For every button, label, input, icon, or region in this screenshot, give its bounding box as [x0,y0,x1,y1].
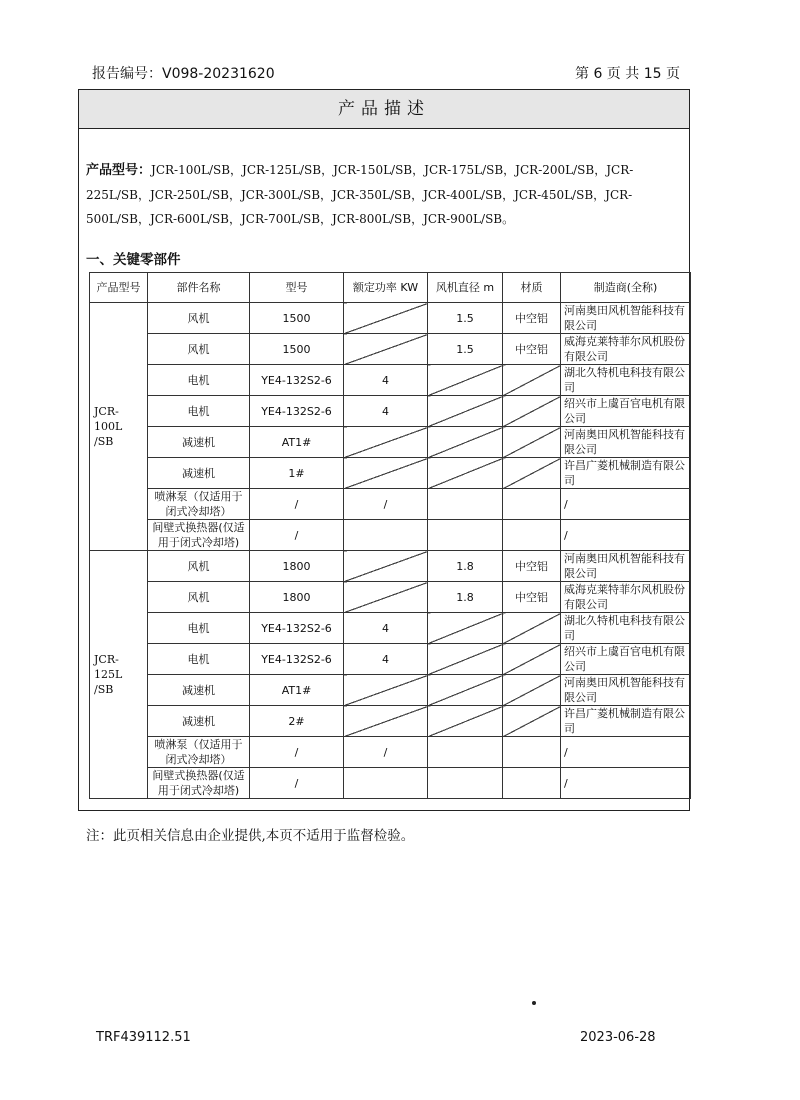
table-cell [344,520,428,551]
column-header: 材质 [503,273,561,303]
not-applicable-cell [503,644,561,675]
table-cell: 1500 [250,334,344,365]
table-cell: / [561,489,691,520]
not-applicable-cell [428,706,503,737]
table-row [90,675,691,706]
table-cell: 喷淋泵（仅适用于闭式冷却塔） [148,489,250,520]
not-applicable-cell [503,613,561,644]
table-cell: 风机 [148,334,250,365]
table-row [90,768,691,799]
table-cell [503,489,561,520]
table-row [90,489,691,520]
table-row [90,706,691,737]
table-row [90,613,691,644]
table-row [90,365,691,396]
table-cell: 许昌广菱机械制造有限公司 [561,458,691,489]
not-applicable-cell [344,551,428,582]
footer-date: 2023-06-28 [580,1030,656,1045]
table-cell: YE4-132S2-6 [250,644,344,675]
table-cell: 中空铝 [503,303,561,334]
table-cell: / [250,737,344,768]
column-header: 额定功率 KW [344,273,428,303]
scan-mark [532,1001,536,1005]
table-cell: / [561,520,691,551]
table-cell: 1# [250,458,344,489]
not-applicable-cell [503,458,561,489]
table-cell: 减速机 [148,706,250,737]
table-row [90,520,691,551]
not-applicable-cell [344,458,428,489]
table-cell: 湖北久特机电科技有限公司 [561,613,691,644]
table-cell: 威海克莱特菲尔风机股份有限公司 [561,334,691,365]
table-cell: 中空铝 [503,334,561,365]
table-row [90,396,691,427]
table-cell: 河南奥田风机智能科技有限公司 [561,675,691,706]
table-cell: 湖北久特机电科技有限公司 [561,365,691,396]
table-cell: YE4-132S2-6 [250,613,344,644]
table-cell: 减速机 [148,458,250,489]
table-cell: 电机 [148,644,250,675]
product-models [86,158,686,231]
column-header: 产品型号 [90,273,148,303]
table-row [90,737,691,768]
product-models-list: JCR-100L/SB，JCR-125L/SB，JCR-150L/SB，JCR-175L/SB，JCR-200L/SB，JCR-225L/SB，JCR-250L/SB，JCR-300L/SB，JCR-350L/SB，JCR-400L/SB，JCR-450L/SB，JCR-500L/SB，JCR-600L/SB，JCR-700L/SB，JCR-800L/SB，JCR-900L/SB。 [86,163,634,226]
table-cell: 中空铝 [503,551,561,582]
not-applicable-cell [503,396,561,427]
table-cell: 1500 [250,303,344,334]
table-cell: / [561,768,691,799]
table-cell: / [250,489,344,520]
not-applicable-cell [344,706,428,737]
table-cell: 4 [344,365,428,396]
table-cell: 4 [344,613,428,644]
table-cell: 4 [344,396,428,427]
table-cell [428,520,503,551]
table-cell: / [250,768,344,799]
not-applicable-cell [503,706,561,737]
table-cell: 4 [344,644,428,675]
form-number: TRF439112.51 [96,1030,191,1045]
not-applicable-cell [503,675,561,706]
not-applicable-cell [344,427,428,458]
table-header-row [90,273,691,303]
not-applicable-cell [503,365,561,396]
table-cell: 威海克莱特菲尔风机股份有限公司 [561,582,691,613]
page-title: 产品描述 [78,89,690,129]
table-cell: 河南奥田风机智能科技有限公司 [561,427,691,458]
table-cell: 许昌广菱机械制造有限公司 [561,706,691,737]
footnote: 注：此页相关信息由企业提供,本页不适用于监督检验。 [86,828,415,844]
table-cell: / [561,737,691,768]
table-cell: 绍兴市上虞百官电机有限公司 [561,396,691,427]
table-cell: 喷淋泵（仅适用于闭式冷却塔） [148,737,250,768]
table-cell: 减速机 [148,427,250,458]
product-model-cell: JCR-125L /SB [90,551,148,799]
not-applicable-cell [428,427,503,458]
table-cell [428,489,503,520]
table-cell: YE4-132S2-6 [250,396,344,427]
table-row [90,644,691,675]
table-cell: 风机 [148,551,250,582]
table-cell: 1.8 [428,551,503,582]
table-cell: / [344,489,428,520]
column-header: 风机直径 m [428,273,503,303]
table-row [90,334,691,365]
table-cell: YE4-132S2-6 [250,365,344,396]
table-row [90,551,691,582]
table-cell [428,737,503,768]
not-applicable-cell [503,427,561,458]
table-row [90,458,691,489]
table-cell: 电机 [148,396,250,427]
table-cell: 1.8 [428,582,503,613]
column-header: 部件名称 [148,273,250,303]
table-row [90,582,691,613]
table-cell: 1800 [250,582,344,613]
table-cell: 河南奥田风机智能科技有限公司 [561,303,691,334]
table-cell: 风机 [148,582,250,613]
page-info: 第 6 页 共 15 页 [575,66,680,82]
column-header: 制造商(全称) [561,273,691,303]
not-applicable-cell [428,396,503,427]
column-header: 型号 [250,273,344,303]
table-cell: / [344,737,428,768]
table-row [90,427,691,458]
table-cell: 河南奥田风机智能科技有限公司 [561,551,691,582]
not-applicable-cell [344,334,428,365]
key-parts-table [89,272,691,799]
not-applicable-cell [428,613,503,644]
table-cell: / [250,520,344,551]
table-cell: 2# [250,706,344,737]
table-cell: 风机 [148,303,250,334]
product-model-cell: JCR-100L /SB [90,303,148,551]
table-cell: AT1# [250,427,344,458]
table-cell: 间壁式换热器(仅适用于闭式冷却塔) [148,520,250,551]
table-cell: 1800 [250,551,344,582]
table-cell: 中空铝 [503,582,561,613]
table-cell [503,520,561,551]
table-cell: 1.5 [428,303,503,334]
table-cell: 电机 [148,613,250,644]
product-models-label: 产品型号： [86,163,152,178]
table-cell: AT1# [250,675,344,706]
table-cell: 1.5 [428,334,503,365]
table-cell: 绍兴市上虞百官电机有限公司 [561,644,691,675]
table-cell: 电机 [148,365,250,396]
table-cell [503,768,561,799]
report-number: 报告编号：V098-20231620 [92,66,275,82]
table-cell [428,768,503,799]
table-cell [344,768,428,799]
not-applicable-cell [428,458,503,489]
not-applicable-cell [344,675,428,706]
not-applicable-cell [428,675,503,706]
not-applicable-cell [344,303,428,334]
not-applicable-cell [344,582,428,613]
not-applicable-cell [428,644,503,675]
not-applicable-cell [428,365,503,396]
table-cell: 间壁式换热器(仅适用于闭式冷却塔) [148,768,250,799]
section-title: 一、关键零部件 [86,252,181,268]
table-cell [503,737,561,768]
table-cell: 减速机 [148,675,250,706]
table-row [90,303,691,334]
